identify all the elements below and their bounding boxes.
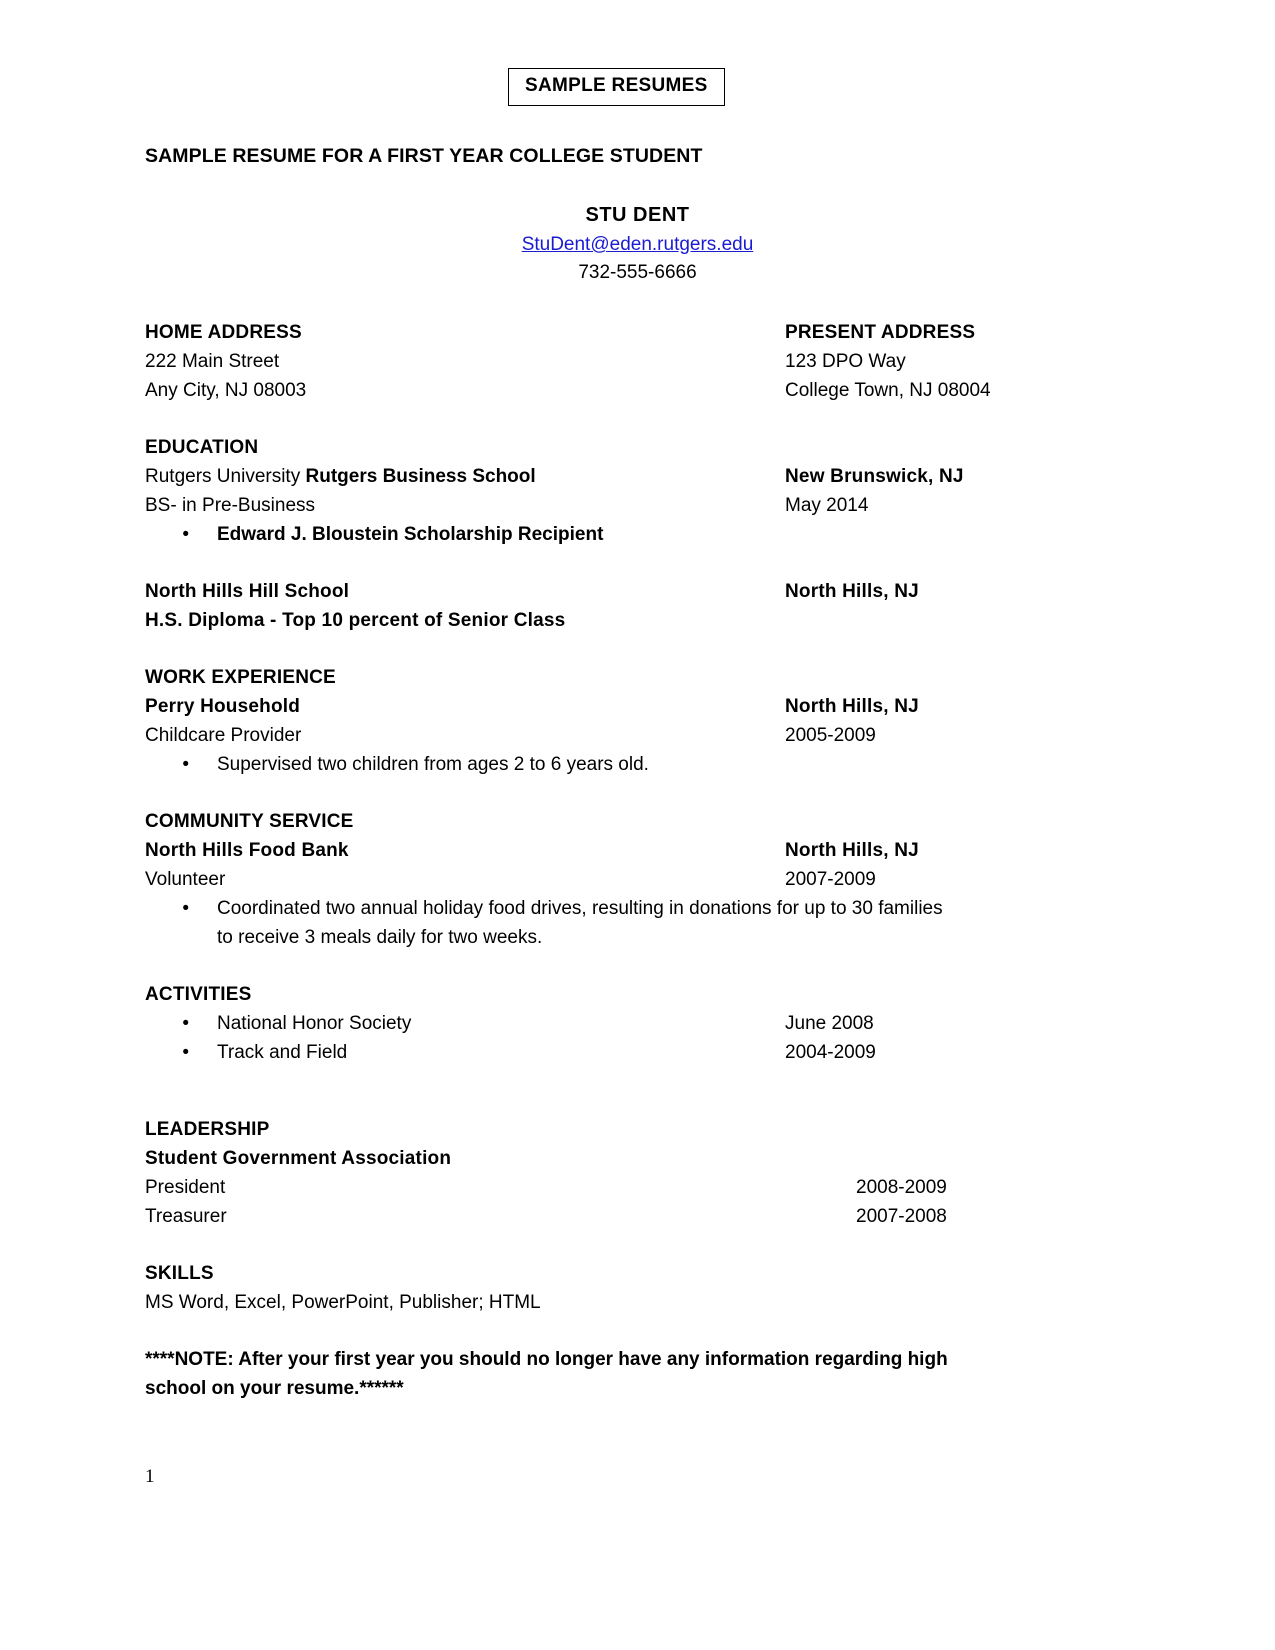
community-role: Volunteer (145, 869, 226, 890)
education-school2-row (145, 577, 1090, 606)
skills-heading: SKILLS (145, 1263, 214, 1284)
note-line-2: school on your resume.****** (145, 1378, 404, 1399)
leadership-heading: LEADERSHIP (145, 1119, 270, 1140)
activities-heading: ACTIVITIES (145, 984, 252, 1005)
present-address-line1: 123 DPO Way (785, 351, 906, 372)
leadership-role-label: President (145, 1177, 226, 1198)
community-bullet-1-line2: to receive 3 meals daily for two weeks. (217, 927, 543, 948)
leadership-org-row (145, 1144, 1090, 1173)
education-heading: EDUCATION (145, 437, 259, 458)
leadership-role-row (145, 1173, 1090, 1202)
leadership-role-row (145, 1202, 1090, 1231)
document-subtitle: SAMPLE RESUME FOR A FIRST YEAR COLLEGE STUDENT (145, 145, 703, 167)
leadership-role-label: Treasurer (145, 1206, 227, 1227)
spacer (145, 405, 1090, 433)
work-experience-heading: WORK EXPERIENCE (145, 667, 336, 688)
community-heading-row (145, 807, 1090, 836)
work-location: North Hills, NJ (785, 696, 919, 717)
education-degree1: BS- in Pre-Business (145, 495, 316, 516)
address-line1-row (145, 347, 1090, 376)
education-degree1-row (145, 491, 1090, 520)
skills-heading-row (145, 1259, 1090, 1288)
activities-item-label: Track and Field (217, 1042, 348, 1063)
community-bullet-1-line1: Coordinated two annual holiday food drives, resulting in donations for up to 30 families (217, 898, 943, 919)
education-school2-location: North Hills, NJ (785, 581, 919, 602)
present-address-line2: College Town, NJ 08004 (785, 380, 991, 401)
work-employer: Perry Household (145, 696, 301, 717)
education-bullet-row (145, 520, 1090, 549)
community-org: North Hills Food Bank (145, 840, 349, 861)
community-dates: 2007-2009 (785, 869, 876, 890)
leadership-role-date: 2008-2009 (856, 1177, 947, 1198)
candidate-phone: 732-555-6666 (578, 262, 697, 283)
education-school1 (145, 462, 785, 491)
bullet-continuation-spacer (145, 923, 217, 952)
bullet-icon: • (182, 1013, 189, 1034)
spacer (145, 1317, 1090, 1345)
activities-item-date: 2004-2009 (785, 1042, 876, 1063)
spacer (145, 1067, 1090, 1115)
education-degree2: H.S. Diploma - Top 10 percent of Senior Class (145, 610, 566, 631)
work-bullet-1: Supervised two children from ages 2 to 6 years old. (217, 754, 649, 775)
skills-list: MS Word, Excel, PowerPoint, Publisher; HTML (145, 1292, 541, 1313)
address-headings-row (145, 318, 1090, 347)
bullet-icon: • (182, 1042, 189, 1063)
work-dates: 2005-2009 (785, 725, 876, 746)
candidate-name: STU DENT (585, 204, 690, 226)
page-number: 1 (145, 1466, 155, 1487)
skills-list-row (145, 1288, 1090, 1317)
spacer (145, 635, 1090, 663)
education-bullet-1: Edward J. Bloustein Scholarship Recipient (217, 524, 604, 545)
education-school1-location: New Brunswick, NJ (785, 466, 964, 487)
candidate-email-link[interactable]: StuDent@eden.rutgers.edu (521, 234, 754, 255)
education-degree1-date: May 2014 (785, 495, 869, 516)
home-address-heading: HOME ADDRESS (145, 322, 302, 343)
work-role: Childcare Provider (145, 725, 302, 746)
spacer (145, 549, 1090, 577)
home-address-line1: 222 Main Street (145, 351, 280, 372)
education-school1-bold: Rutgers Business School (305, 466, 536, 487)
education-school2: North Hills Hill School (145, 581, 350, 602)
education-school1-prefix: Rutgers University (145, 466, 306, 487)
activities-item-row (145, 1038, 1090, 1067)
home-address-line2: Any City, NJ 08003 (145, 380, 307, 401)
activities-item-date: June 2008 (785, 1013, 874, 1034)
community-org-row (145, 836, 1090, 865)
activities-item-row (145, 1009, 1090, 1038)
education-degree2-row (145, 606, 1090, 635)
community-bullet-row-cont (145, 923, 1090, 952)
resume-body (145, 318, 1090, 1403)
bullet-icon: • (182, 754, 189, 775)
community-role-row (145, 865, 1090, 894)
education-heading-row (145, 433, 1090, 462)
activities-heading-row (145, 980, 1090, 1009)
leadership-org: Student Government Association (145, 1148, 452, 1169)
spacer (145, 779, 1090, 807)
activities-item-label: National Honor Society (217, 1013, 412, 1034)
spacer (145, 1231, 1090, 1259)
community-bullet-row (145, 894, 1090, 923)
work-role-row (145, 721, 1090, 750)
address-line2-row (145, 376, 1090, 405)
bullet-icon: • (182, 524, 189, 545)
leadership-heading-row (145, 1115, 1090, 1144)
candidate-header (0, 204, 1275, 284)
bullet-icon: • (182, 898, 189, 919)
note-line-1: ****NOTE: After your first year you should no longer have any information regarding high (145, 1349, 948, 1370)
leadership-role-date: 2007-2008 (856, 1206, 947, 1227)
work-bullet-row (145, 750, 1090, 779)
present-address-heading: PRESENT ADDRESS (785, 322, 976, 343)
work-employer-row (145, 692, 1090, 721)
community-location: North Hills, NJ (785, 840, 919, 861)
spacer (145, 952, 1090, 980)
education-school1-row (145, 462, 1090, 491)
document-title-box: SAMPLE RESUMES (508, 68, 725, 106)
work-heading-row (145, 663, 1090, 692)
community-service-heading: COMMUNITY SERVICE (145, 811, 354, 832)
